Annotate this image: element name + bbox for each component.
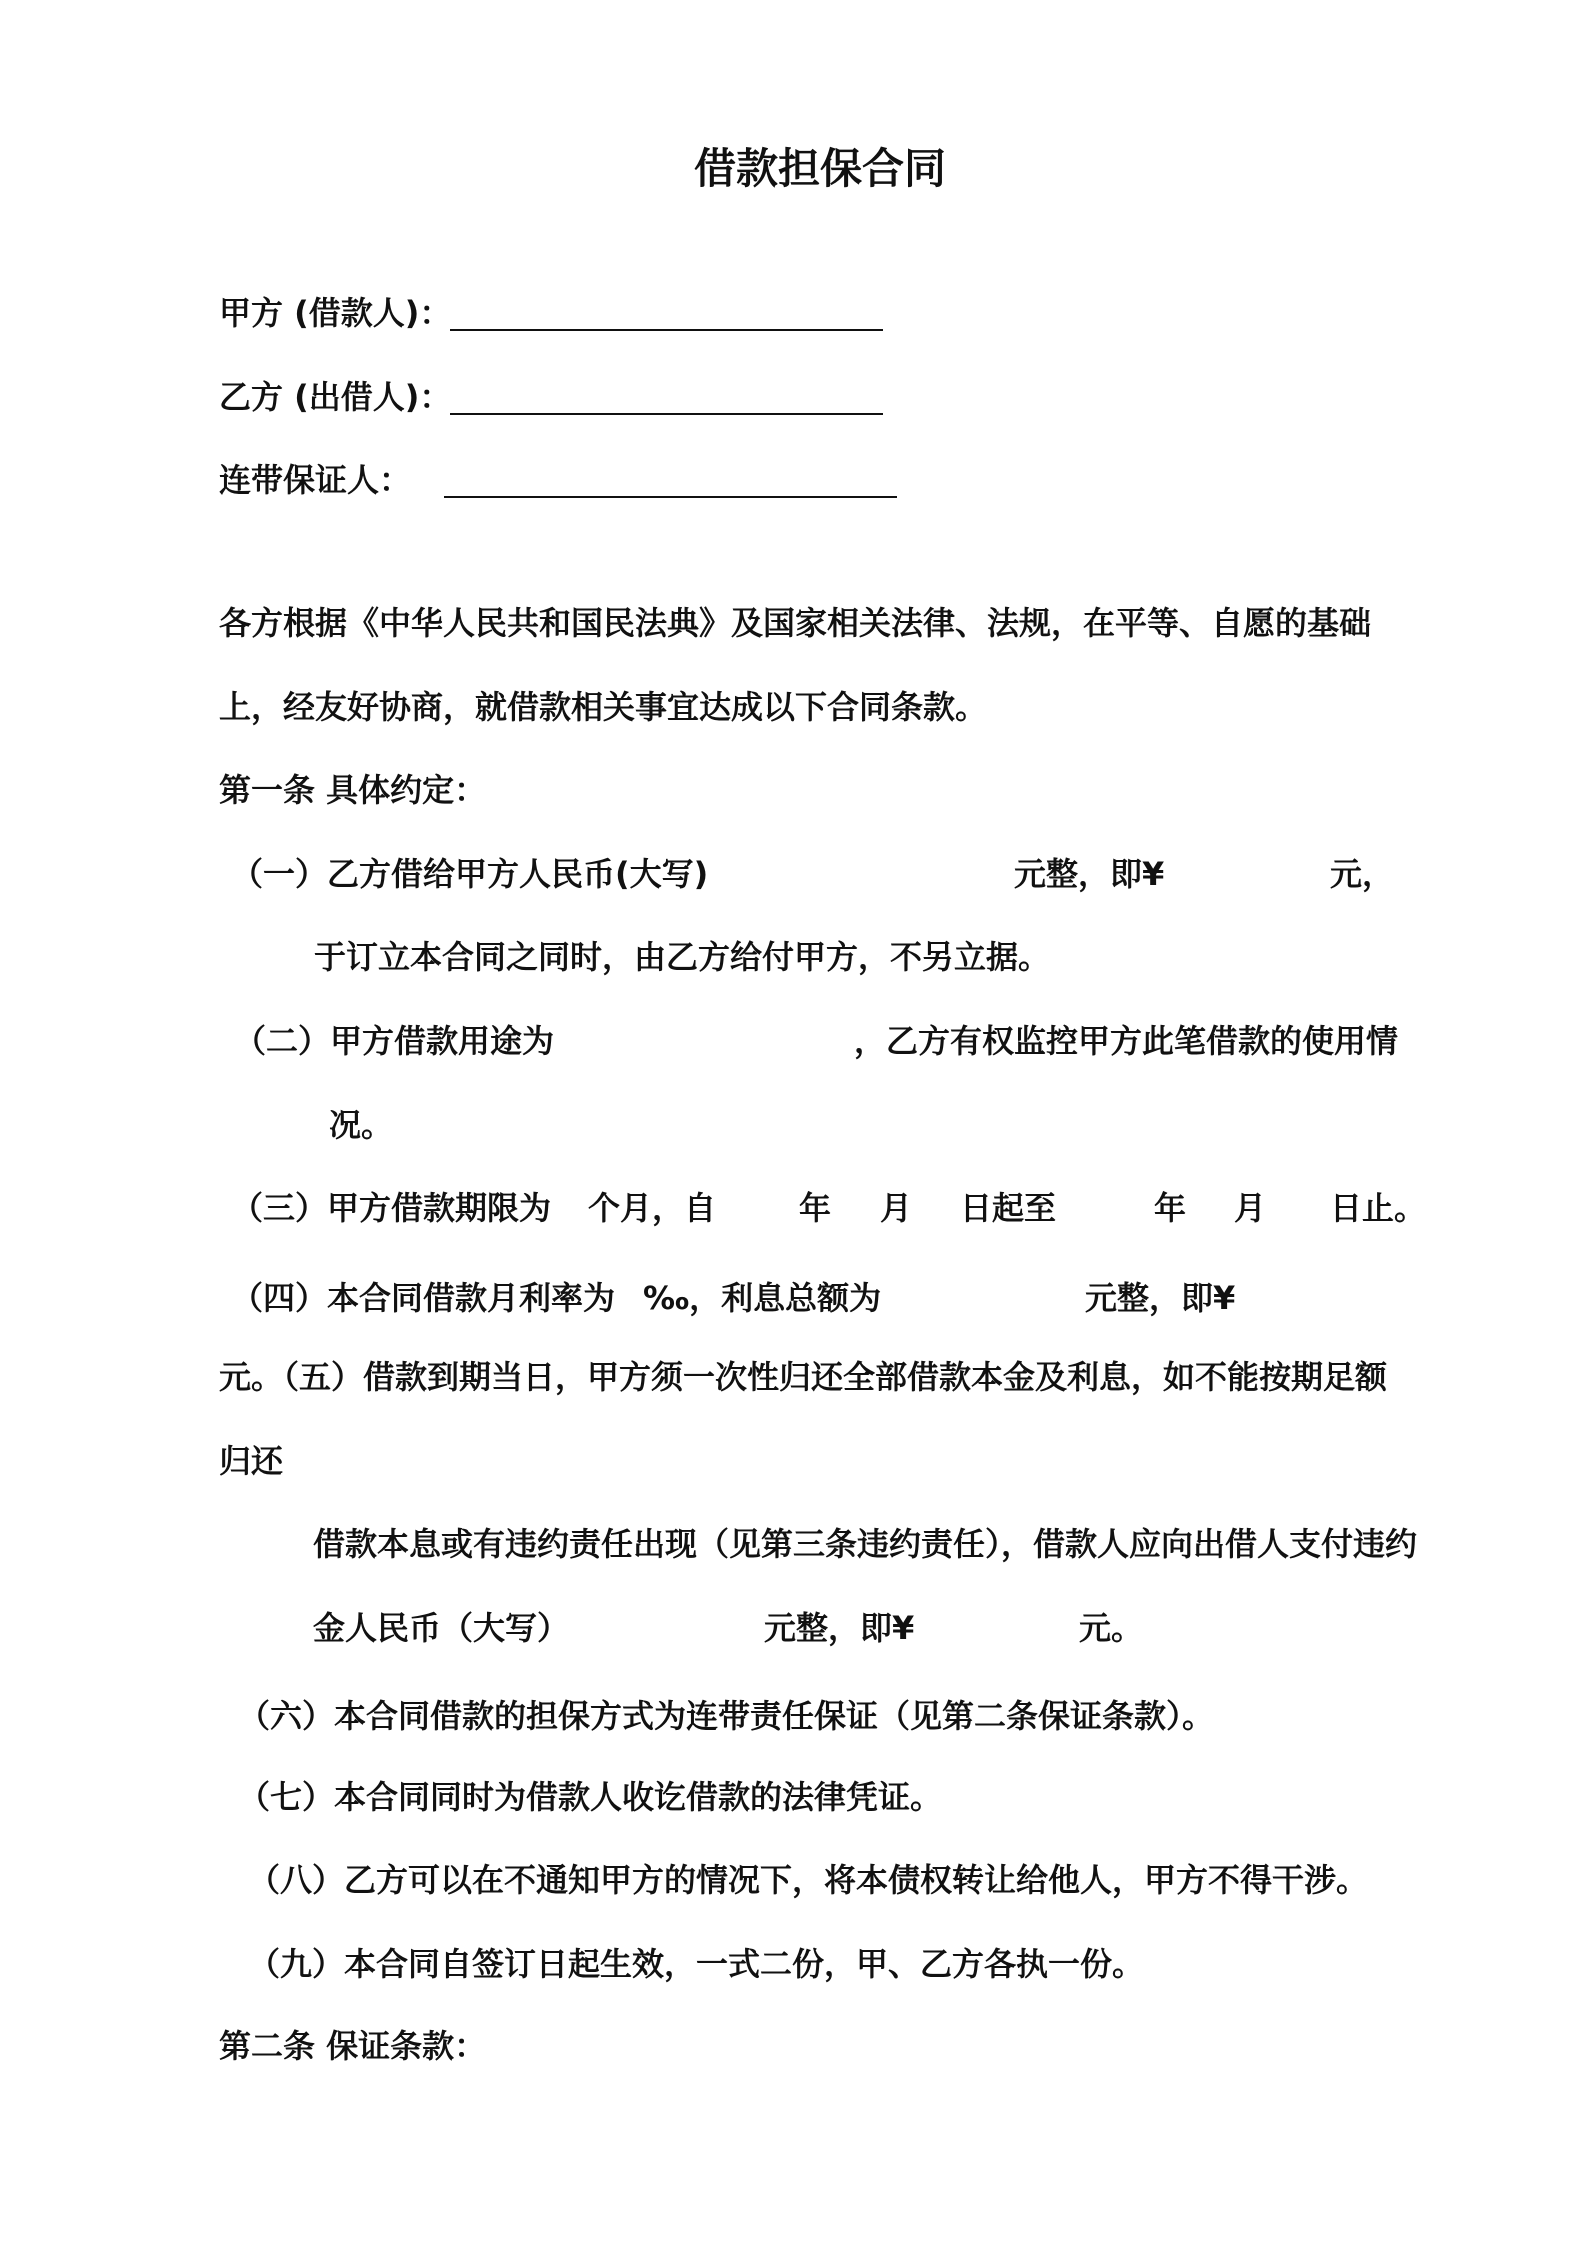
contract-text: （八）乙方可以在不通知甲方的情况下，将本债权转让给他人，甲方不得干涉。 [248,1861,1369,1899]
contract-text: （一）乙方借给甲方人民币(大写) [231,855,709,893]
contract-text: 月 [1234,1189,1267,1227]
contract-text: 金人民币（大写） [313,1609,570,1647]
contract-text: 于订立本合同之同时，由乙方给付甲方，不另立据。 [314,938,1051,976]
signature-blank-line[interactable] [444,496,897,498]
contract-text: （四）本合同借款月利率为 [231,1279,616,1317]
party-label: 乙方 (出借人)： [219,378,452,416]
contract-text: 元。 [1079,1609,1144,1647]
contract-text: 归还 [219,1442,284,1480]
contract-text: 第二条 保证条款： [219,2027,487,2065]
contract-text: 元， [1330,855,1395,893]
contract-text: 各方根据《中华人民共和国民法典》及国家相关法律、法规，在平等、自愿的基础 [219,604,1372,642]
contract-text: 个月，自 [588,1189,717,1227]
contract-text: 年 [1154,1189,1187,1227]
contract-text: ，乙方有权监控甲方此笔借款的使用情 [854,1022,1399,1060]
contract-text: （七）本合同同时为借款人收讫借款的法律凭证。 [238,1778,943,1816]
contract-text: 第一条 具体约定： [219,771,487,809]
contract-text: 借款本息或有违约责任出现（见第三条违约责任），借款人应向出借人支付违约 [313,1525,1418,1563]
contract-text: 况。 [329,1106,394,1144]
contract-text: （二）甲方借款用途为 [234,1022,555,1060]
contract-text: 上，经友好协商，就借款相关事宜达成以下合同条款。 [219,688,988,726]
contract-text: ‰，利息总额为 [643,1279,882,1317]
signature-blank-line[interactable] [450,329,883,331]
contract-text: 月 [880,1189,913,1227]
signature-blank-line[interactable] [450,413,883,415]
contract-text: 日止。 [1330,1189,1427,1227]
contract-text: 年 [799,1189,832,1227]
party-label: 甲方 (借款人)： [219,294,452,332]
contract-text: （九）本合同自签订日起生效，一式二份，甲、乙方各执一份。 [248,1945,1145,1983]
contract-text: 元整，即¥ [1014,855,1165,893]
party-label: 连带保证人： [219,461,412,499]
contract-text: 日起至 [960,1189,1057,1227]
contract-text: （六）本合同借款的担保方式为连带责任保证（见第二条保证条款）。 [238,1697,1215,1735]
contract-text: 元。（五）借款到期当日，甲方须一次性归还全部借款本金及利息，如不能按期足额 [219,1358,1388,1396]
contract-text: 元整，即¥ [764,1609,915,1647]
contract-text: 元整，即¥ [1085,1279,1236,1317]
contract-text: （三）甲方借款期限为 [231,1189,552,1227]
document-title: 借款担保合同 [693,144,946,193]
